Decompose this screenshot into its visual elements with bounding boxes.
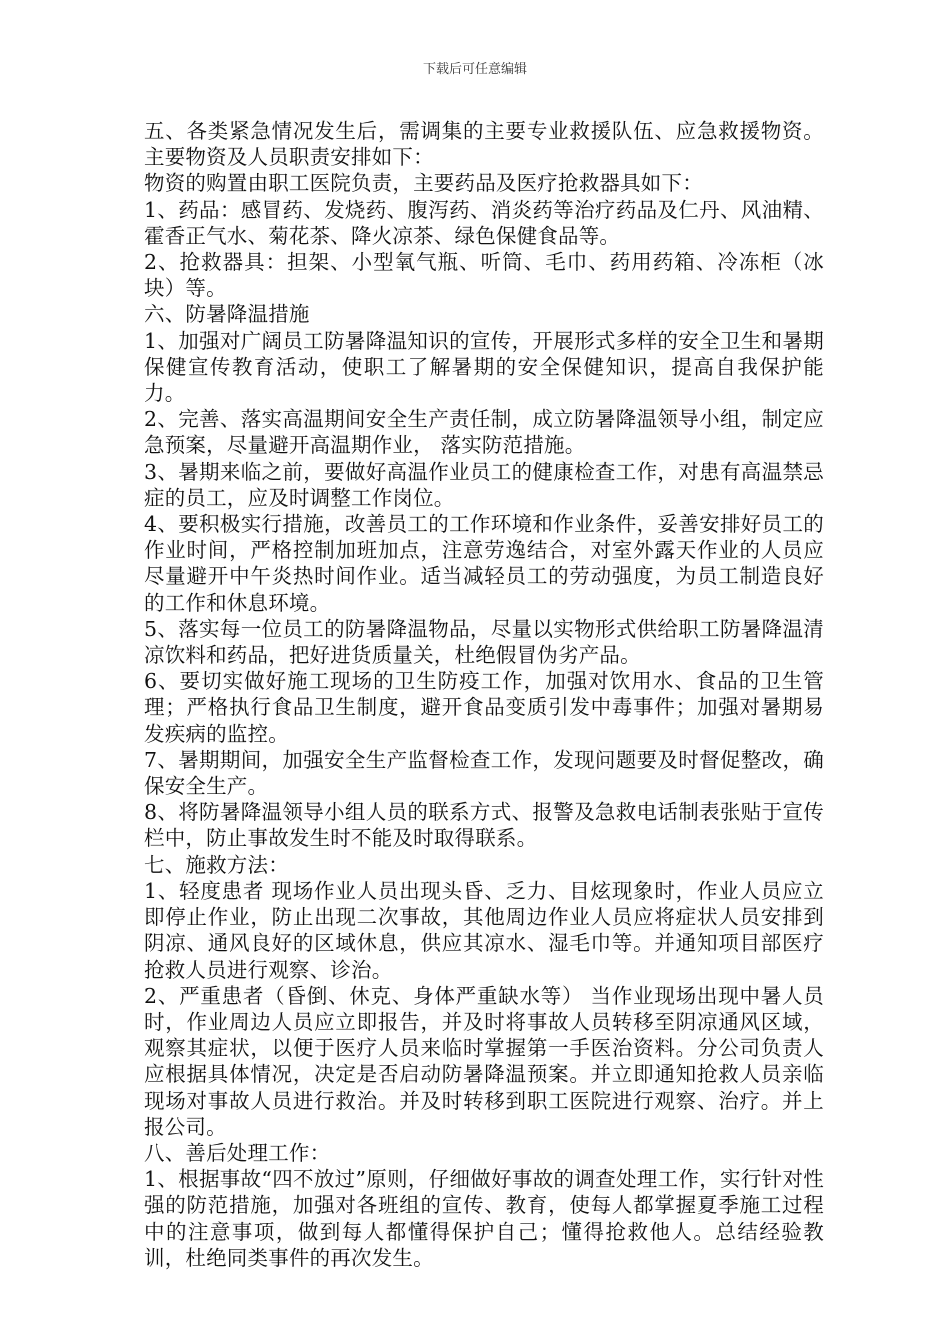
paragraph-rescue-equipment: 2、抢救器具：担架、小型氧气瓶、听筒、毛巾、药用药箱、冷冻柜（冰块）等。 — [144, 250, 824, 301]
paragraph-section-5-intro: 五、各类紧急情况发生后，需调集的主要专业救援队伍、应急救援物资。主要物资及人员职责安排如下： — [144, 119, 824, 170]
paragraph-measure-5: 5、落实每一位员工的防暑降温物品，尽量以实物形式供给职工防暑降温清凉饮料和药品，把好进货质量关，杜绝假冒伪劣产品。 — [144, 616, 824, 668]
paragraph-measure-4: 4、要积极实行措施，改善员工的工作环境和作业条件，妥善安排好员工的作业时间，严格控制加班加点，注意劳逸结合，对室外露天作业的人员应尽量避开中午炎热时间作业。适当减轻员工的劳动强度，为员工制造良好的工作和休息环境。 — [144, 512, 824, 615]
paragraph-measure-2: 2、完善、落实高温期间安全生产责任制，成立防暑降温领导小组，制定应急预案，尽量避开高温期作业， 落实防范措施。 — [144, 407, 824, 458]
section-heading-8: 八、善后处理工作： — [144, 1140, 331, 1165]
paragraph-measure-8: 8、将防暑降温领导小组人员的联系方式、报警及急救电话制表张贴于宣传栏中，防止事故发生时不能及时取得联系。 — [144, 800, 824, 851]
paragraph-measure-1: 1、加强对广阔员工防暑降温知识的宣传，开展形式多样的安全卫生和暑期保健宣传教育活动，使职工了解暑期的安全保健知识，提高自我保护能力。 — [144, 328, 824, 406]
section-heading-6: 六、防暑降温措施 — [144, 302, 310, 327]
paragraph-supplies-procurement: 物资的购置由职工医院负责，主要药品及医疗抢救器具如下： — [144, 171, 703, 196]
section-heading-7: 七、施救方法： — [144, 852, 289, 877]
page-header: 下载后可任意编辑 — [422, 62, 527, 77]
document-body — [144, 118, 824, 1271]
paragraph-rescue-mild: 1、轻度患者 现场作业人员出现头昏、乏力、目炫现象时，作业人员应立即停止作业，防止出现二次事故，其他周边作业人员应将症状人员安排到阴凉、通风良好的区域休息，供应其凉水、湿毛巾等。并通知项目部医疗抢救人员进行观察、诊治。 — [144, 878, 824, 982]
paragraph-measure-7: 7、暑期期间，加强安全生产监督检查工作，发现问题要及时督促整改，确保安全生产。 — [144, 747, 824, 799]
paragraph-measure-6: 6、要切实做好施工现场的卫生防疫工作，加强对饮用水、食品的卫生管理；严格执行食品卫生制度，避开食品变质引发中毒事件；加强对暑期易发疾病的监控。 — [144, 669, 824, 746]
paragraph-aftermath-1: 1、根据事故“四不放过”原则，仔细做好事故的调查处理工作，实行针对性强的防范措施，加强对各班组的宣传、教育，使每人都掌握夏季施工过程中的注意事项，做到每人都懂得保护自己；懂得抢救他人。总结经验教训，杜绝同类事件的再次发生。 — [144, 1167, 824, 1270]
paragraph-medicines: 1、药品：感冒药、发烧药、腹泻药、消炎药等治疗药品及仁丹、风油精、霍香正气水、菊花茶、降火凉茶、绿色保健食品等。 — [144, 197, 824, 248]
paragraph-rescue-severe: 2、严重患者（昏倒、休克、身体严重缺水等） 当作业现场出现中暑人员时，作业周边人员应立即报告，并及时将事故人员转移至阴凉通风区域，观察其症状，以便于医疗人员来临时掌握第一手医治资料。分公司负责人应根据具体情况，决定是否启动防暑降温预案。并立即通知抢救人员亲临现场对事故人员进行救治。并及时转移到职工医院进行观察、治疗。并上报公司。 — [144, 983, 824, 1139]
paragraph-measure-3: 3、暑期来临之前，要做好高温作业员工的健康检查工作，对患有高温禁忌症的员工，应及时调整工作岗位。 — [144, 459, 824, 510]
